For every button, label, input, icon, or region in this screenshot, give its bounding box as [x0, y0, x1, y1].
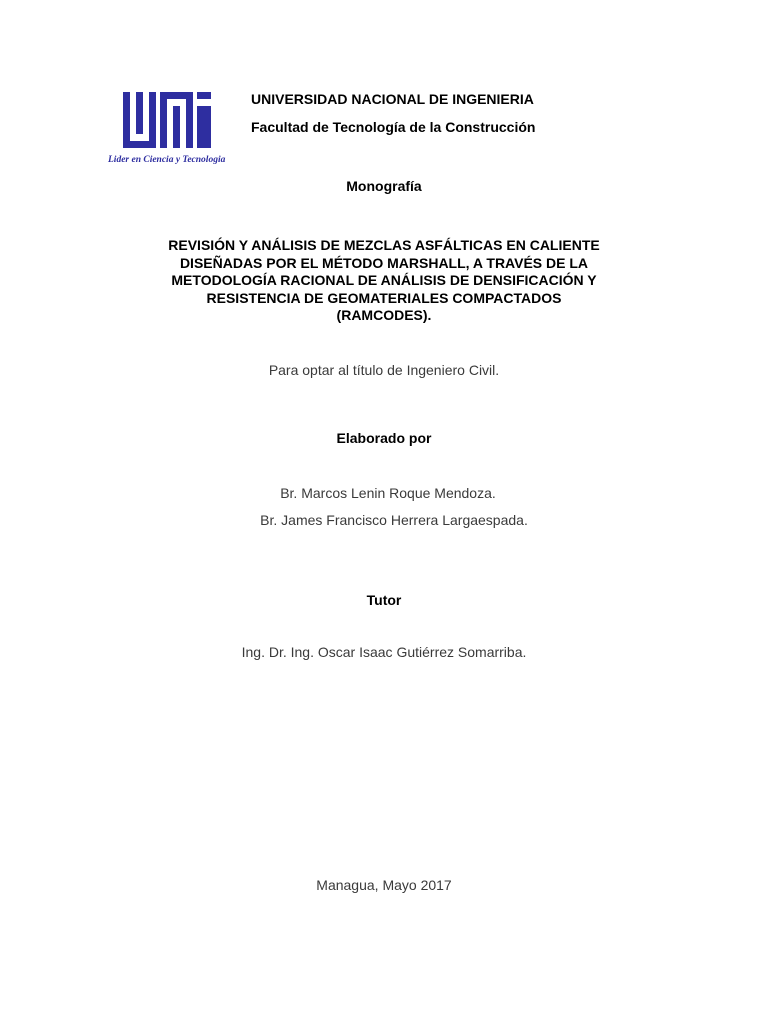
university-name: UNIVERSIDAD NACIONAL DE INGENIERIA — [251, 91, 534, 107]
thesis-title-line: RESISTENCIA DE GEOMATERIALES COMPACTADOS — [206, 289, 562, 306]
uni-logo-letters — [123, 92, 211, 148]
thesis-title-line: DISEÑADAS POR EL MÉTODO MARSHALL, A TRAVÉS DE LA — [179, 254, 589, 271]
thesis-title-line: (RAMCODES). — [336, 307, 432, 323]
author-name: Br. James Francisco Herrera Largaespada. — [260, 512, 528, 528]
author-name: Br. Marcos Lenin Roque Mendoza. — [280, 485, 496, 501]
tutor-name: Ing. Dr. Ing. Oscar Isaac Gutiérrez Somarriba. — [241, 644, 527, 660]
tutor-heading: Tutor — [366, 592, 402, 608]
place-and-date: Managua, Mayo 2017 — [316, 877, 452, 893]
faculty-name: Facultad de Tecnología de la Construcción — [251, 119, 536, 135]
thesis-title-line: METODOLOGÍA RACIONAL DE ANÁLISIS DE DENSIFICACIÓN Y — [171, 272, 597, 288]
logo-tagline: Lider en Ciencia y Tecnologia — [108, 155, 226, 165]
thesis-title — [134, 237, 634, 325]
thesis-title-line: REVISIÓN Y ANÁLISIS DE MEZCLAS ASFÁLTICAS EN CALIENTE — [168, 237, 600, 253]
degree-purpose: Para optar al título de Ingeniero Civil. — [268, 362, 500, 378]
authors-heading: Elaborado por — [336, 430, 432, 446]
document-type: Monografía — [346, 178, 422, 194]
uni-logo-mark — [104, 88, 244, 168]
university-logo — [104, 88, 244, 168]
